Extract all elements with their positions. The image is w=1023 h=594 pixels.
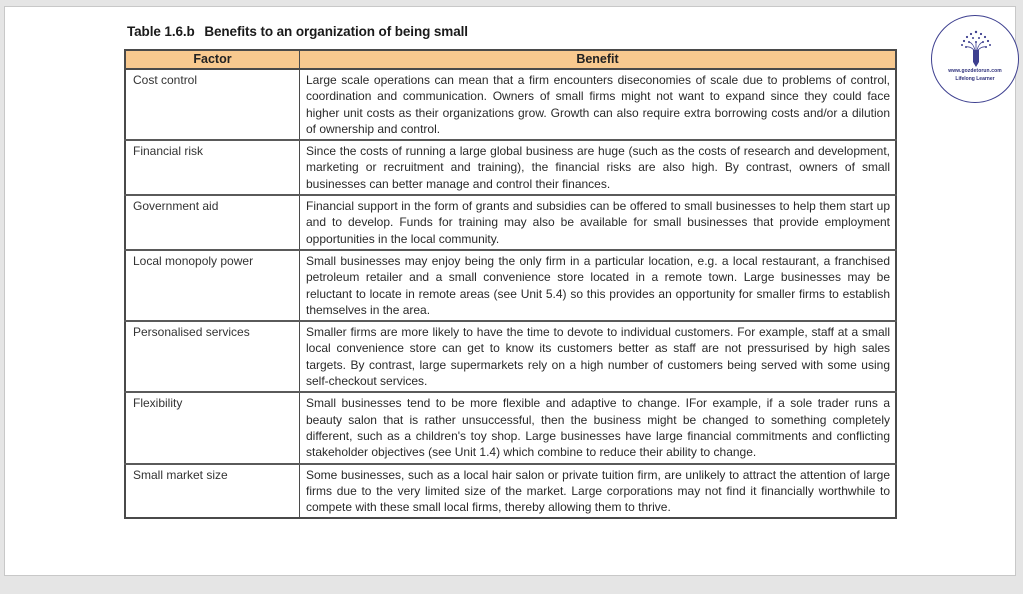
- benefit-cell: Smaller firms are more likely to have the time to devote to individual customers. For example, staff at a small local convenience store can get to know its customers better as staff are not pressurised by high sales targets. By contrast, large supermarkets rely on a high number of customers being served with some using self-checkout services.: [300, 321, 897, 392]
- watermark-url: www.gozdetorun.com: [948, 68, 1002, 74]
- factor-cell: Small market size: [125, 464, 300, 519]
- table-number: Table 1.6.b: [127, 24, 195, 39]
- benefit-cell: Some businesses, such as a local hair salon or private tuition firm, are unlikely to attract the attention of large firms due to the very limited size of the market. Large corporations may not find it financially worthwhile to compete with these small local firms, thereby allowing them to thrive.: [300, 464, 897, 519]
- factor-cell: Local monopoly power: [125, 250, 300, 321]
- table-row: [125, 321, 896, 392]
- table-row: [125, 464, 896, 519]
- header-factor: Factor: [125, 50, 300, 69]
- benefit-cell: Small businesses tend to be more flexible and adaptive to change. IFor example, if a sole trader runs a beauty salon that is rather unsuccessful, then the business might be changed to something completely different, such as a children's toy shop. Large businesses have large financial commitments and conflicting stakeholder objectives (see Unit 1.4) which combine to reduce their ability to change.: [300, 392, 897, 463]
- factor-cell: Flexibility: [125, 392, 300, 463]
- benefit-cell: Since the costs of running a large global business are huge (such as the costs of research and development, marketing or recruitment and training), the financial risks are also high. By contrast, owners of small businesses can better manage and control their finances.: [300, 140, 897, 195]
- table-header-row: [125, 50, 896, 69]
- table-row: [125, 69, 896, 140]
- benefit-cell: Large scale operations can mean that a firm encounters diseconomies of scale due to problems of control, coordination and communication. Owners of small firms might not want to expand since they could face higher unit costs as their organizations grow. Growth can also require extra borrowing costs and/or a dilution of ownership and control.: [300, 69, 897, 140]
- table-caption: [127, 24, 468, 39]
- header-benefit: Benefit: [300, 50, 897, 69]
- factor-cell: Government aid: [125, 195, 300, 250]
- table-row: [125, 250, 896, 321]
- factor-cell: Financial risk: [125, 140, 300, 195]
- benefit-cell: Small businesses may enjoy being the only firm in a particular location, e.g. a local restaurant, a franchised petroleum retailer and a small convenience store located in a remote town. Large businesses may be reluctant to locate in remote areas (see Unit 5.4) so this provides an opportunity for smaller firms to establish themselves in the area.: [300, 250, 897, 321]
- table-row: [125, 392, 896, 463]
- tree-pencil-icon: [958, 28, 994, 68]
- factor-cell: Personalised services: [125, 321, 300, 392]
- table-row: [125, 195, 896, 250]
- factor-cell: Cost control: [125, 69, 300, 140]
- watermark-logo: [931, 15, 1019, 103]
- benefits-table: [124, 49, 897, 519]
- table-row: [125, 140, 896, 195]
- table-title: Benefits to an organization of being small: [204, 24, 468, 39]
- watermark-tagline: Lifelong Learner: [955, 76, 995, 82]
- benefit-cell: Financial support in the form of grants and subsidies can be offered to small businesses to help them start up and to develop. Funds for training may also be available for small businesses that provide employment opportunities in the local community.: [300, 195, 897, 250]
